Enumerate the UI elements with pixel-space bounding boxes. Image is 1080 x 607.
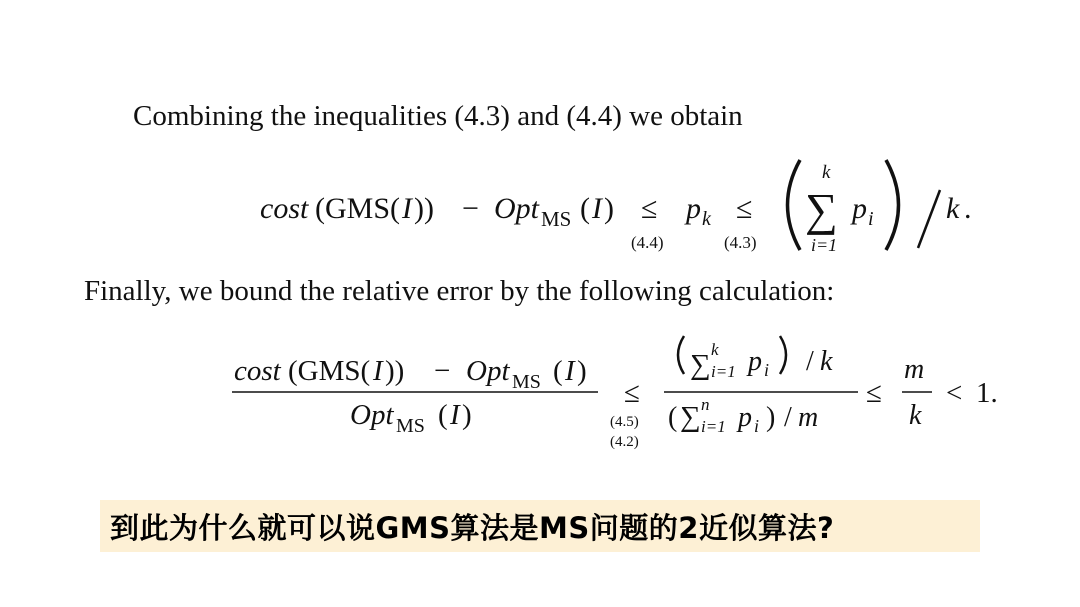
eq2-den-p: p bbox=[738, 402, 752, 433]
eq1-leq-1: ≤ bbox=[641, 192, 658, 225]
eq2-ref-b: (4.2) bbox=[610, 434, 639, 450]
eq2-num-I: I bbox=[373, 355, 383, 387]
eq1-pi-sub: i bbox=[868, 208, 874, 230]
eq1-I: I bbox=[402, 192, 412, 225]
eq1-paren-close: ) bbox=[604, 192, 614, 225]
eq2-den-po2: ( bbox=[668, 402, 678, 433]
eq2-den-sum: ∑ bbox=[680, 401, 701, 433]
eq2-num-sum: ∑ bbox=[690, 349, 711, 381]
eq1-big-lparen bbox=[788, 160, 801, 250]
eq2-num-I2: I bbox=[565, 355, 575, 387]
eq2-den-pc2: ) bbox=[766, 402, 776, 433]
eq1-sum-bottom: i=1 bbox=[811, 235, 838, 255]
eq1-big-rparen bbox=[886, 160, 899, 250]
eq2-num-p: p bbox=[748, 346, 762, 377]
eq2-num-opt: Opt bbox=[466, 355, 510, 387]
eq1-opt: Opt bbox=[494, 192, 539, 225]
eq1-end-k: k bbox=[946, 192, 960, 225]
eq2-one: 1. bbox=[976, 377, 998, 409]
eq2-num-pc: ) bbox=[577, 355, 587, 387]
eq2-num-p-i: i bbox=[764, 360, 770, 380]
eq2-den-sum-i1: i=1 bbox=[701, 417, 726, 436]
question-text: 到此为什么就可以说GMS算法是MS问题的2近似算法? bbox=[110, 510, 835, 545]
eq2-num-k: k bbox=[820, 346, 833, 377]
eq2-lt: < bbox=[946, 377, 963, 409]
eq2-leq-2: ≤ bbox=[866, 377, 882, 409]
eq1-minus: − bbox=[462, 192, 479, 225]
eq2-den-p-i: i bbox=[754, 416, 760, 436]
eq2-num-slash: / bbox=[806, 346, 814, 377]
finally-text: Finally, we bound the relative error by the following calculation: bbox=[84, 275, 835, 307]
eq2-num-sum-i1: i=1 bbox=[711, 362, 736, 381]
eq2-den-pc: ) bbox=[462, 399, 472, 431]
eq2-den-opt: Opt bbox=[350, 399, 394, 431]
eq2-frac-m: m bbox=[904, 354, 925, 385]
eq2-num-cost: cost bbox=[234, 355, 281, 387]
question-box bbox=[100, 500, 980, 552]
eq1-paren-open: ( bbox=[580, 192, 590, 225]
eq2-den-slash: / bbox=[784, 402, 792, 433]
eq2-frac-k: k bbox=[909, 400, 922, 431]
equation-1 bbox=[0, 150, 1080, 265]
eq1-cost: cost bbox=[260, 192, 309, 225]
eq2-num-sum-k: k bbox=[711, 340, 719, 359]
eq1-p-sub: k bbox=[702, 208, 711, 230]
eq1-ref-a: (4.4) bbox=[631, 233, 664, 252]
eq2-num-lparen bbox=[678, 336, 684, 374]
eq1-dot: . bbox=[964, 192, 972, 225]
eq1-gms: (GMS( bbox=[315, 192, 401, 225]
eq1-pi: p bbox=[852, 192, 867, 225]
eq2-leq-1: ≤ bbox=[624, 377, 640, 409]
eq1-p: p bbox=[686, 192, 701, 225]
eq1-sum: ∑ bbox=[805, 184, 838, 235]
eq2-den-po: ( bbox=[438, 399, 448, 431]
eq2-num-close: )) bbox=[385, 355, 405, 387]
eq2-num-rparen bbox=[780, 336, 786, 374]
eq2-den-I: I bbox=[450, 399, 460, 431]
intro-text: Combining the inequalities (4.3) and (4.4) we obtain bbox=[133, 100, 743, 132]
eq2-num-po: ( bbox=[553, 355, 563, 387]
eq2-num-gms: (GMS( bbox=[288, 355, 371, 387]
eq2-num-minus: − bbox=[434, 355, 451, 387]
eq1-ms: MS bbox=[541, 207, 572, 231]
eq2-ref-a: (4.5) bbox=[610, 414, 639, 430]
eq2-den-ms: MS bbox=[396, 415, 425, 437]
eq1-close: )) bbox=[414, 192, 434, 225]
eq2-den-sum-n: n bbox=[701, 395, 710, 414]
eq1-ref-b: (4.3) bbox=[724, 233, 757, 252]
equation-2 bbox=[0, 330, 1080, 455]
eq1-I2: I bbox=[592, 192, 602, 225]
eq1-sum-top: k bbox=[822, 162, 831, 183]
eq2-num-ms: MS bbox=[512, 371, 541, 393]
eq1-slash bbox=[918, 190, 940, 248]
eq2-den-m: m bbox=[798, 402, 819, 433]
eq1-leq-2: ≤ bbox=[736, 192, 753, 225]
